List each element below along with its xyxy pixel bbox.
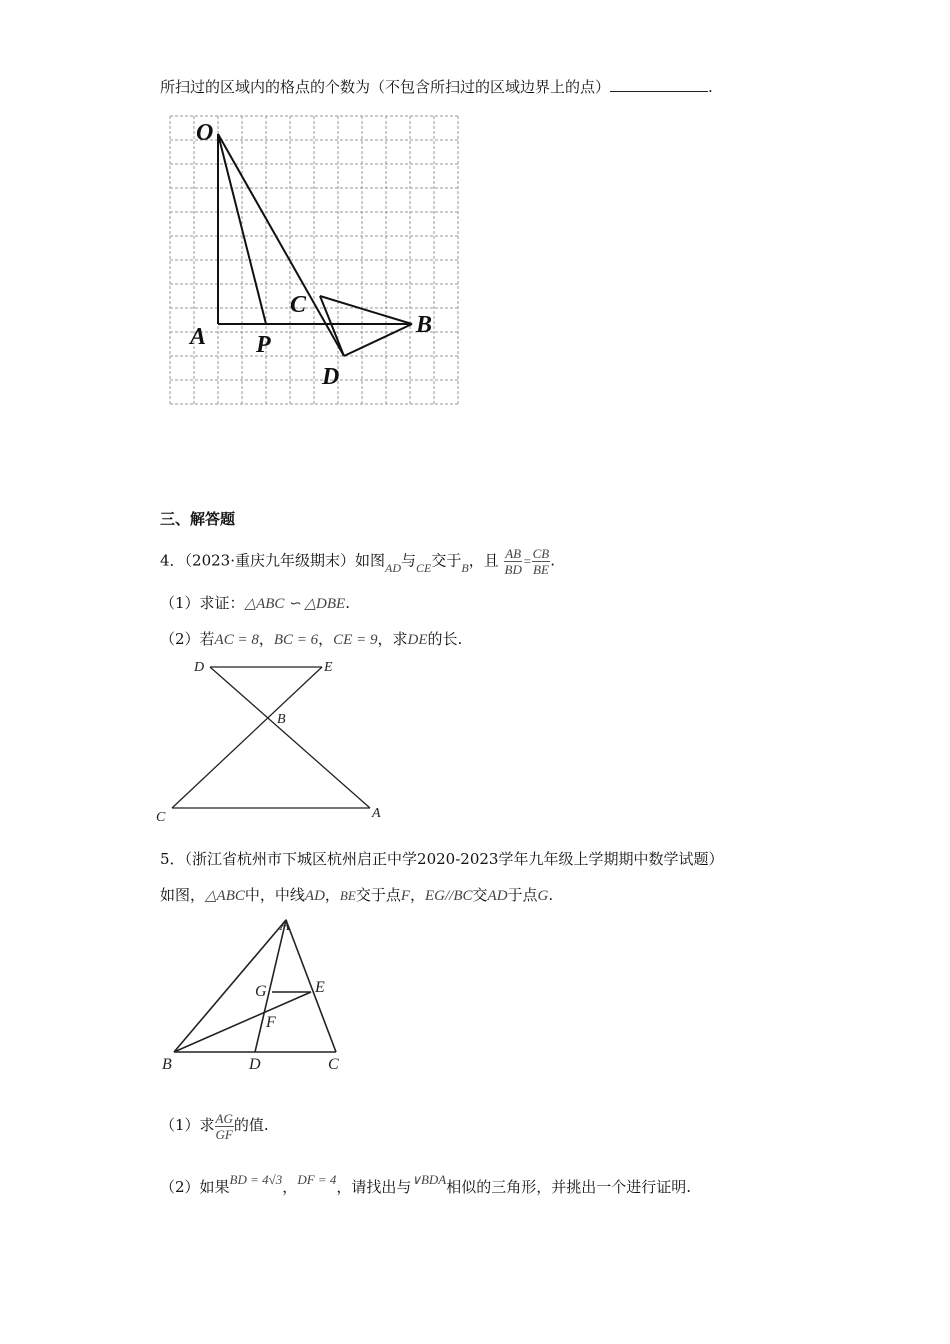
q4-source: （2023·重庆九年级期末）如图 (184, 551, 385, 570)
section-title: 三、解答题 (160, 510, 236, 528)
q5-text-h: . (548, 886, 554, 904)
label-D: D (322, 364, 340, 390)
label-F: F (266, 1014, 276, 1031)
q5-text-f: 交 (472, 886, 488, 904)
bowtie-figure (150, 655, 390, 825)
frac-num: AB (505, 546, 522, 561)
label-C: C (290, 292, 307, 318)
q4-p2-mid: ，求 (377, 630, 408, 648)
q5-number: 5． (160, 850, 185, 868)
q3-tail-text: 所扫过的区域内的格点的个数为（不包含所扫过的区域边界上的点） (160, 78, 611, 96)
segment-BD (344, 324, 412, 356)
sep: ， (318, 630, 334, 648)
q4-word-qie: ，且 (468, 551, 499, 570)
q5-text-a: 如图， (160, 886, 206, 904)
q4-part1 (160, 592, 350, 615)
q4-p2-prefix: （2）若 (160, 630, 215, 648)
q5-eg-bc: EG//BC (425, 888, 473, 904)
q5-g: G (537, 888, 549, 904)
label-B: B (416, 312, 433, 338)
q4-p2-end: 的长. (427, 630, 463, 648)
q5-p1-prefix: （1）求 (160, 1116, 215, 1134)
frac-den: BD (504, 562, 522, 577)
q4-p2-ac: AC = 8 (214, 632, 259, 648)
q4-part2 (160, 628, 462, 651)
sep: ， (282, 1178, 298, 1196)
segment-CB (320, 296, 412, 324)
q4-fraction-AB-BD (504, 546, 523, 577)
q5-p2-prefix: （2）如果 (160, 1178, 230, 1196)
q4-word-yu: 与 (401, 551, 417, 570)
equals-sign: = (522, 553, 532, 569)
q4-point-B: B (461, 560, 469, 575)
label-E: E (324, 660, 333, 675)
q5-part2 (160, 1172, 692, 1199)
segment-CD (320, 296, 344, 356)
frac-den: GF (215, 1126, 233, 1142)
label-E: E (315, 979, 325, 996)
answer-blank (610, 77, 708, 92)
label-G: G (255, 983, 267, 1000)
q4-stem (160, 546, 555, 577)
q4-p2-de: DE (407, 632, 428, 648)
q4-number: 4． (160, 551, 185, 570)
label-A: A (190, 324, 207, 350)
grid-figure (166, 112, 466, 422)
segment-EC (172, 667, 322, 808)
label-C: C (328, 1056, 339, 1073)
q5-text-e: ， (410, 886, 426, 904)
q3-tail-line (160, 76, 713, 98)
q5-p2-bda: ∨BDA (411, 1172, 447, 1187)
label-B: B (162, 1056, 172, 1073)
figure-lines (218, 134, 412, 356)
label-D: D (249, 1056, 261, 1073)
q5-part1 (160, 1108, 269, 1142)
segment-AB (174, 920, 286, 1052)
q3-tail-end: . (708, 78, 713, 96)
q4-p2-ce: CE = 9 (333, 632, 378, 648)
q5-text-g: 于点 (507, 886, 538, 904)
q4-p1-math: △ABC ∽ △DBE (244, 596, 346, 612)
q4-p1-end: . (345, 594, 350, 612)
q4-p1-prefix: （1）求证： (160, 594, 245, 612)
q5-text-b: 中，中线 (244, 886, 305, 904)
q5-p2-bd: BD = 4√3 (229, 1172, 283, 1187)
q5-p2-mid: ，请找出与 (336, 1178, 412, 1196)
q5-ad: AD (304, 888, 325, 904)
q4-word-jiaoyu: 交于 (431, 551, 462, 570)
q5-text-c: ， (324, 886, 340, 904)
q4-seg-CE: CE (416, 560, 432, 575)
q5-source-line (160, 848, 723, 870)
label-D: D (194, 660, 205, 675)
q5-p2-end: 相似的三角形，并挑出一个进行证明. (446, 1178, 692, 1196)
q4-fraction-CB-BE (532, 546, 551, 577)
segment-AC (286, 920, 336, 1052)
label-B: B (277, 712, 286, 727)
frac-num: CB (532, 546, 550, 561)
segment-BE (174, 992, 311, 1052)
q4-end: . (550, 551, 556, 570)
label-A: A (280, 917, 290, 934)
q5-f: F (400, 888, 410, 904)
q5-fraction-AG-GF (215, 1111, 234, 1142)
q5-ad-2: AD (487, 888, 508, 904)
segment-OD (218, 134, 344, 356)
sep: ， (258, 630, 274, 648)
label-O: O (196, 120, 214, 146)
label-P: P (256, 332, 271, 358)
frac-num: AG (215, 1110, 233, 1126)
segment-DA (210, 667, 370, 808)
label-C: C (156, 810, 166, 825)
q4-p2-bc: BC = 6 (273, 632, 319, 648)
q5-p2-df: DF = 4 (297, 1172, 337, 1187)
q5-source: （浙江省杭州市下城区杭州启正中学2020-2023学年九年级上学期期中数学试题） (184, 850, 724, 868)
q5-text-d: 交于点 (355, 886, 401, 904)
dashed-grid (170, 116, 458, 404)
frac-den: BE (533, 562, 549, 577)
q5-tri-abc: △ABC (205, 888, 245, 904)
label-A: A (372, 806, 381, 821)
q5-stem (160, 884, 553, 907)
q4-seg-AD: AD (385, 560, 401, 575)
q5-be: BE (339, 888, 356, 903)
triangle-figure (158, 916, 358, 1076)
q5-p1-end: 的值. (233, 1116, 269, 1134)
